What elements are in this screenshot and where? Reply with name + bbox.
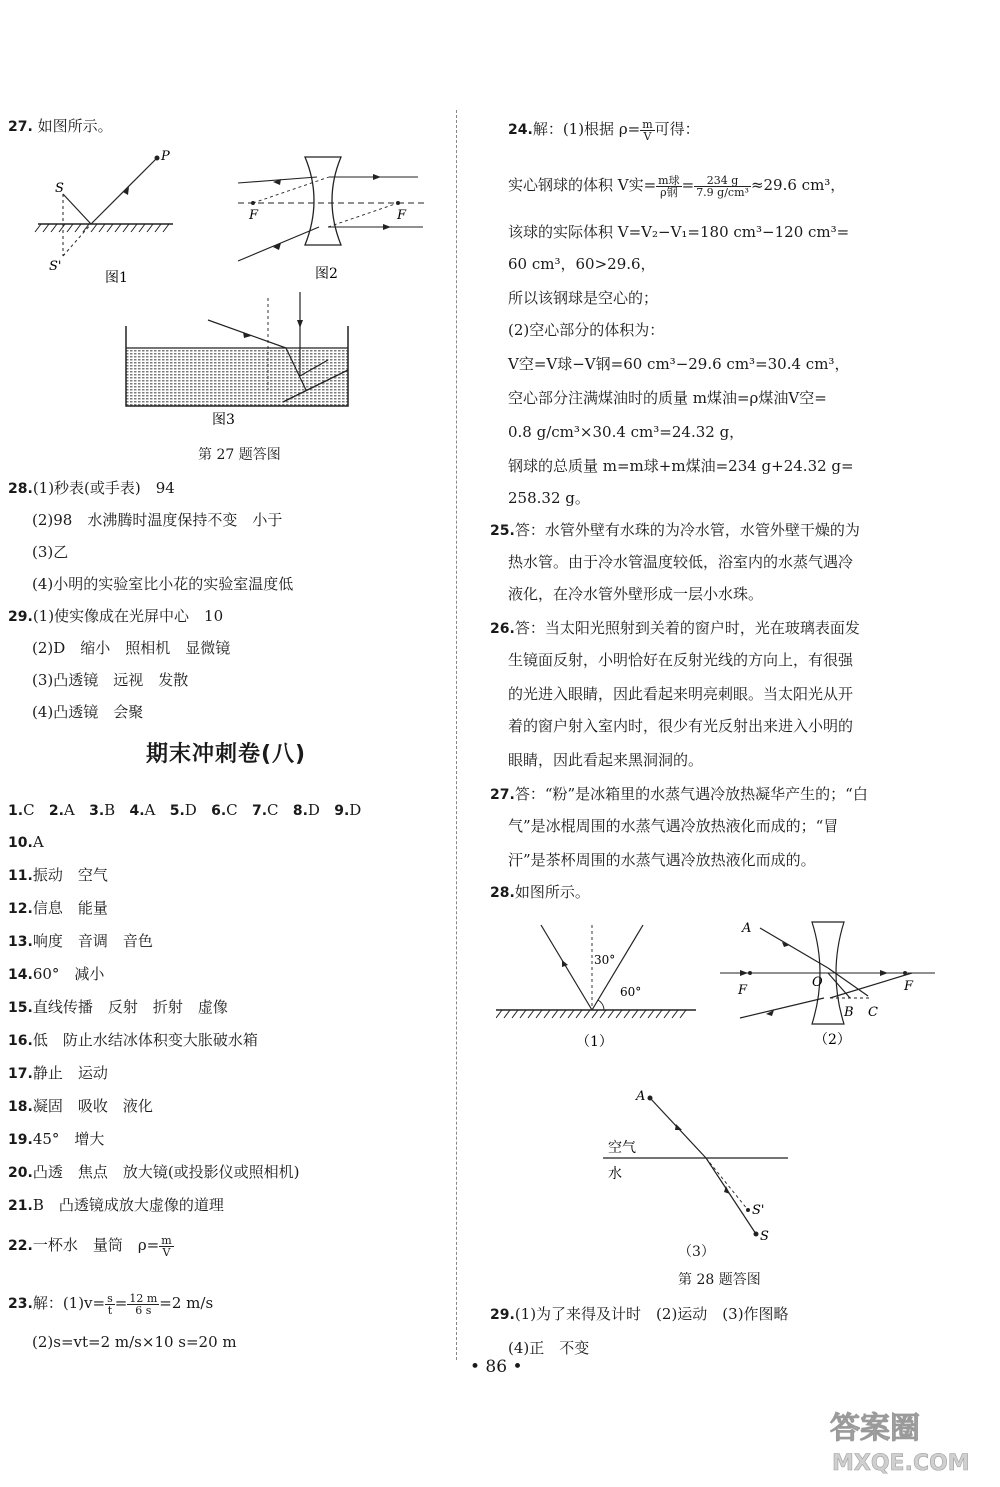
q24-l11: 258.32 g。 <box>508 489 590 507</box>
answer-20: 20.凸透 焦点 放大镜(或投影仪或照相机) <box>8 1163 300 1181</box>
section-title: 期末冲刺卷(八) <box>146 742 307 767</box>
q24-l6: (2)空心部分的体积为： <box>508 321 665 339</box>
q24-l9: 0.8 g/cm³×30.4 cm³=24.32 g， <box>508 423 745 441</box>
answer-10: 10.A <box>8 833 44 851</box>
q24-l5: 所以该钢球是空心的； <box>508 289 659 307</box>
q27-l2: 气”是冰棍周围的水蒸气遇冷放热液化而成的；“冒 <box>508 817 839 835</box>
q28-a2: (2)98 水沸腾时温度保持不变 小于 <box>32 511 283 529</box>
q29-a1: 29.(1)使实像成在光屏中心 10 <box>8 607 224 625</box>
fig28-2-label-O: O <box>812 975 823 990</box>
q28-a4: (4)小明的实验室比小花的实验室温度低 <box>32 575 294 593</box>
q24-l3: 该球的实际体积 V=V₂−V₁=180 cm³−120 cm³= <box>508 223 850 241</box>
q24-l1: 24.解：(1)根据 ρ= $\frac{m}{V}$ 可得： <box>508 117 700 143</box>
answer-11: 11.振动 空气 <box>8 866 108 884</box>
q27-l3: 汗”是茶杯周围的水蒸气遇冷放热液化而成的。 <box>508 851 816 869</box>
fig28-3-label-S: S <box>760 1229 769 1244</box>
q26-l2: 生镜面反射，小明恰好在反射光线的方向上，有很强 <box>508 651 854 669</box>
fig27-caption: 第 27 题答图 <box>198 447 281 463</box>
answer-19: 19.45° 增大 <box>8 1130 105 1148</box>
fig28-2-label-F-right: F <box>904 979 914 994</box>
angle-30: 30° <box>594 953 616 967</box>
figure-27-3 <box>118 290 358 430</box>
angle-60: 60° <box>620 985 642 999</box>
label-S-prime: S' <box>49 259 62 274</box>
q29-a3: (3)凸透镜 远视 发散 <box>32 671 189 689</box>
q28-a1: 28.(1)秒表(或手表) 94 <box>8 479 175 497</box>
answer-17: 17.静止 运动 <box>8 1064 108 1082</box>
fig28-3-label-A: A <box>636 1089 646 1104</box>
label-S: S <box>55 181 64 196</box>
q25-l2: 热水管。由于冷水管温度较低，浴室内的水蒸气遇冷 <box>508 553 854 571</box>
q28-a3: (3)乙 <box>32 543 69 561</box>
fig28-caption: 第 28 题答图 <box>678 1272 761 1288</box>
q24-l2: 实心钢球的体积 V实= $\frac{\text{m球}}{\text{ρ钢}}$ = $\frac{234 g}{\text{7.9 g/cm³}}$ ≈29.6 cm³， <box>508 173 846 199</box>
answer-16: 16.低 防止水结冰体积变大胀破水箱 <box>8 1031 258 1049</box>
figure-28-1 <box>496 920 706 1060</box>
q26-l1: 26.答：当太阳光照射到关着的窗户时，光在玻璃表面发 <box>490 619 860 637</box>
q27-line: 27. 如图所示。 <box>8 117 113 135</box>
q29-a2: (2)D 缩小 照相机 显微镜 <box>32 639 231 657</box>
fig3-label: 图3 <box>212 412 235 428</box>
figure-28-2 <box>720 918 945 1058</box>
answer-22: 22.一杯水 量筒 ρ= $\frac{m}{V}$ <box>8 1233 172 1259</box>
fig2-label-F-right: F <box>397 208 407 223</box>
q25-l3: 液化，在冷水管外壁形成一层小水珠。 <box>508 585 764 603</box>
fig28-label-3: （3） <box>678 1244 715 1260</box>
q27-l1: 27.答：“粉”是冰箱里的水蒸气遇冷放热凝华产生的；“白 <box>490 785 868 803</box>
fig1-label: 图1 <box>105 270 128 286</box>
figure-28-3 <box>598 1088 798 1258</box>
answer-12: 12.信息 能量 <box>8 899 108 917</box>
q24-l7: V空=V球−V钢=60 cm³−29.6 cm³=30.4 cm³， <box>508 355 850 373</box>
fig28-2-label-A: A <box>742 921 752 936</box>
q29-right-l1: 29.(1)为了来得及计时 (2)运动 (3)作图略 <box>490 1305 789 1323</box>
q24-l8: 空心部分注满煤油时的质量 m煤油=ρ煤油V空= <box>508 389 827 407</box>
fig2-label: 图2 <box>315 266 338 282</box>
answer-14: 14.60° 减小 <box>8 965 105 983</box>
q26-l3: 的光进入眼睛，因此看起来明亮刺眼。当太阳光从开 <box>508 685 854 703</box>
figure-27-1 <box>33 150 193 290</box>
choice-answers: 1.C 2.A 3.B 4.A 5.D 6.C 7.C 8.D 9.D <box>8 801 362 819</box>
fig28-label-2: （2） <box>814 1032 851 1048</box>
fig28-3-label-S-prime: S' <box>752 1203 765 1218</box>
svg-text:MXQE.COM: MXQE.COM <box>832 1451 970 1476</box>
fig28-3-label-water: 水 <box>608 1166 622 1182</box>
answer-18: 18.凝固 吸收 液化 <box>8 1097 153 1115</box>
svg-text:答案圈: 答案圈 <box>830 1411 920 1446</box>
answer-21: 21.B 凸透镜成放大虚像的道理 <box>8 1196 224 1214</box>
answer-15: 15.直线传播 反射 折射 虚像 <box>8 998 228 1016</box>
figure-27-2 <box>233 155 433 285</box>
answer-13: 13.响度 音调 音色 <box>8 932 153 950</box>
q26-l5: 眼睛，因此看起来黑洞洞的。 <box>508 751 704 769</box>
q24-l4: 60 cm³，60>29.6， <box>508 255 656 273</box>
q25-l1: 25.答：水管外壁有水珠的为冷水管，水管外壁干燥的为 <box>490 521 860 539</box>
q29-a4: (4)凸透镜 会聚 <box>32 703 144 721</box>
fig2-label-F-left: F <box>249 208 259 223</box>
fig28-label-1: （1） <box>576 1034 613 1050</box>
q26-l4: 着的窗户射入室内时，很少有光反射出来进入小明的 <box>508 717 854 735</box>
page-number: • 86 • <box>470 1357 523 1377</box>
q24-l10: 钢球的总质量 m=m球+m煤油=234 g+24.32 g= <box>508 457 854 475</box>
q29-right-l2: (4)正 不变 <box>508 1339 590 1357</box>
column-separator <box>456 110 457 1360</box>
fig28-2-label-B: B <box>844 1005 854 1020</box>
q28-l1: 28.如图所示。 <box>490 883 590 901</box>
answer-23-line2: (2)s=vt=2 m/s×10 s=20 m <box>32 1333 237 1351</box>
fig28-2-label-F-left: F <box>738 983 748 998</box>
fig28-2-label-C: C <box>868 1005 878 1020</box>
label-P: P <box>161 150 170 164</box>
fig28-3-label-air: 空气 <box>608 1140 636 1156</box>
watermark-logo <box>822 1400 992 1480</box>
answer-23-line1: 23.解：(1)v= $\frac{s}{t}$ = $\frac{12 m}{6 s}$ =2 m/s <box>8 1291 214 1317</box>
